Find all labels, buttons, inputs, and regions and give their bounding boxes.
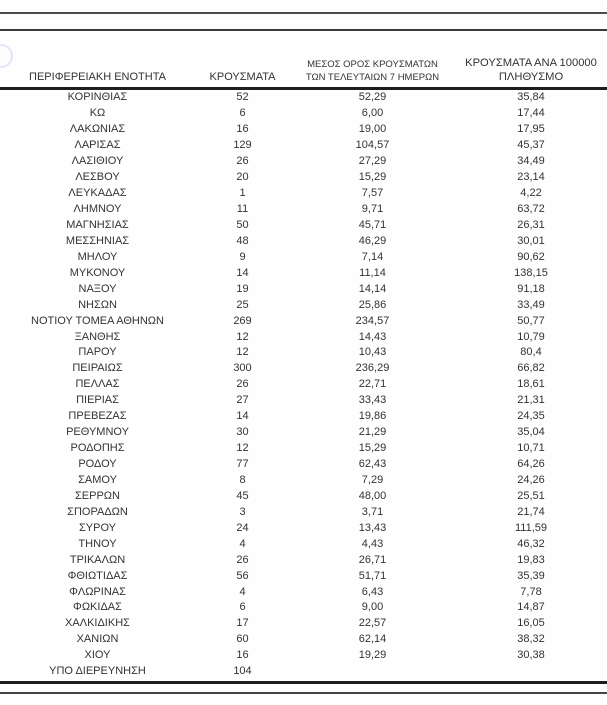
table-row [0,121,607,137]
value-cell: 24 [236,521,249,534]
value-cell: 52,29 [358,91,387,104]
value-cell: 4 [239,537,246,550]
region-name-cell: ΠΡΕΒΕΖΑΣ [68,410,127,423]
region-name-cell: ΠΕΛΛΑΣ [75,378,120,391]
value-cell: 52 [236,91,249,104]
region-name-cell: ΡΕΘΥΜΝΟΥ [66,426,129,439]
value-cell: 35,84 [517,91,545,104]
region-name-cell: ΠΑΡΟΥ [78,346,117,359]
value-cell: 9 [239,250,246,263]
region-name-cell: ΧΑΛΚΙΔΙΚΗΣ [65,617,130,630]
table-row [0,201,607,217]
value-cell: 30,38 [517,649,545,662]
region-name-cell: ΡΟΔΟΠΗΣ [70,442,125,455]
value-cell: 46,32 [517,537,545,550]
value-cell: 48 [236,234,249,247]
value-cell: 17 [236,617,249,630]
value-cell: 26,31 [517,218,545,231]
region-name-cell: ΣΕΡΡΩΝ [75,489,120,502]
value-cell: 4,22 [520,187,542,200]
value-cell: 236,29 [355,362,390,375]
region-name-cell: ΥΠΟ ΔΙΕΡΕΥΝΗΣΗ [49,665,146,678]
table-row [0,647,607,663]
value-cell: 7,29 [361,473,384,486]
value-cell: 300 [233,362,252,375]
column-header-cases [195,70,290,86]
table-row [0,281,607,297]
value-cell: 45,37 [517,139,545,152]
value-cell: 50 [236,218,249,231]
value-cell: 6 [239,107,246,120]
value-cell: 16 [236,123,249,136]
table-row [0,408,607,424]
table-row [0,376,607,392]
top-rule-1 [0,12,607,14]
table-row [0,105,607,121]
table-row [0,249,607,265]
value-cell: 12 [236,442,249,455]
region-name-cell: ΛΕΥΚΑΔΑΣ [68,187,127,200]
value-cell: 1 [239,187,246,200]
value-cell: 35,04 [517,426,545,439]
value-cell: 30 [236,426,249,439]
value-cell: 64,26 [517,458,545,471]
value-cell: 46,29 [358,234,387,247]
value-cell: 18,61 [517,378,545,391]
value-cell: 33,49 [517,298,545,311]
value-cell: 63,72 [517,203,545,216]
value-cell: 26 [236,553,249,566]
column-header-label: ΚΡΟΥΣΜΑΤΑ [209,71,276,83]
region-name-cell: ΠΕΙΡΑΙΩΣ [72,362,123,375]
value-cell: 25 [236,298,249,311]
value-cell: 8 [239,473,246,486]
region-name-cell: ΦΩΚΙΔΑΣ [73,601,122,614]
table-row [0,584,607,600]
region-name-cell: ΛΑΡΙΣΑΣ [74,139,121,152]
value-cell: 17,95 [517,123,545,136]
table-row [0,297,607,313]
value-cell: 30,01 [517,234,545,247]
value-cell: 21,29 [358,426,387,439]
value-cell: 80,4 [520,346,542,359]
region-name-cell: ΤΗΝΟΥ [78,537,117,550]
value-cell: 11 [236,203,249,216]
value-cell: 34,49 [517,155,545,168]
value-cell: 104,57 [355,139,390,152]
value-cell: 14 [236,266,249,279]
value-cell: 19,00 [358,123,387,136]
table-row [0,185,607,201]
table-row [0,615,607,631]
value-cell: 90,62 [517,250,545,263]
value-cell: 25,86 [358,298,387,311]
value-cell: 16 [236,649,249,662]
region-name-cell: ΡΟΔΟΥ [78,458,117,471]
region-name-cell: ΣΑΜΟΥ [78,473,117,486]
table-row [0,233,607,249]
value-cell: 23,14 [517,171,545,184]
value-cell: 14 [236,410,249,423]
value-cell: 10,43 [358,346,387,359]
region-name-cell: ΛΑΚΩΝΙΑΣ [69,123,126,136]
value-cell: 6,00 [361,107,384,120]
value-cell: 15,29 [358,442,387,455]
value-cell: 24,26 [517,473,545,486]
value-cell: 77 [236,458,249,471]
region-name-cell: ΣΥΡΟΥ [78,521,116,534]
table-row [0,552,607,568]
region-name-cell: ΛΑΣΙΘΙΟΥ [71,155,124,168]
table-row [0,392,607,408]
table-row [0,424,607,440]
table-row [0,536,607,552]
value-cell: 12 [236,330,249,343]
region-name-cell: ΧΙΟΥ [84,649,111,662]
table-row [0,456,607,472]
region-name-cell: ΤΡΙΚΑΛΩΝ [69,553,126,566]
value-cell: 66,82 [517,362,545,375]
table-row [0,329,607,345]
value-cell: 7,78 [520,585,542,598]
value-cell: 51,71 [358,569,387,582]
value-cell: 45 [236,489,249,502]
table-row [0,217,607,233]
value-cell: 14,87 [517,601,545,614]
value-cell: 19,29 [358,649,387,662]
table-row [0,153,607,169]
value-cell: 11,14 [359,266,386,279]
value-cell: 22,71 [358,378,387,391]
value-cell: 3,71 [361,505,384,518]
value-cell: 7,57 [361,187,384,200]
table-row [0,663,607,679]
table-header-row [0,44,607,86]
bottom-rule-2 [0,692,607,694]
bottom-rule-1 [0,681,607,684]
table-row [0,360,607,376]
table-row [0,488,607,504]
column-header-label-line2: ΤΩΝ ΤΕΛΕΥΤΑΙΩΝ 7 ΗΜΕΡΩΝ [305,71,440,83]
table-row [0,472,607,488]
value-cell: 35,39 [517,569,545,582]
value-cell: 56 [236,569,249,582]
value-cell: 25,51 [517,489,545,502]
column-header-label-line1: ΜΕΣΟΣ ΟΡΟΣ ΚΡΟΥΣΜΑΤΩΝ [307,59,438,70]
value-cell: 138,15 [514,266,548,279]
region-name-cell: ΞΑΝΘΗΣ [74,330,121,343]
region-name-cell: ΠΙΕΡΙΑΣ [76,394,119,407]
region-name-cell: ΚΟΡΙΝΘΙΑΣ [67,91,128,104]
value-cell: 10,79 [517,330,545,343]
value-cell: 91,18 [517,282,545,295]
value-cell: 26 [236,155,249,168]
region-name-cell: ΦΘΙΩΤΙΔΑΣ [67,569,128,582]
value-cell: 21,74 [517,505,545,518]
value-cell: 21,31 [517,394,545,407]
table-row [0,169,607,185]
value-cell: 26 [236,378,249,391]
top-rule-2 [0,29,607,31]
region-name-cell: ΝΟΤΙΟΥ ΤΟΜΕΑ ΑΘΗΝΩΝ [31,314,164,327]
table-row [0,313,607,329]
value-cell: 7,14 [361,250,384,263]
value-cell: 19,86 [358,410,387,423]
value-cell: 33,43 [358,394,387,407]
value-cell: 12 [236,346,249,359]
value-cell: 9,71 [361,203,384,216]
region-name-cell: ΛΕΣΒΟΥ [75,171,120,184]
column-header-label-line1: ΚΡΟΥΣΜΑΤΑ ΑΝΑ 100000 [465,57,597,69]
value-cell: 62,43 [358,458,387,471]
value-cell: 16,05 [517,617,545,630]
value-cell: 269 [233,314,252,327]
value-cell: 234,57 [355,314,390,327]
value-cell: 4 [239,585,246,598]
region-name-cell: ΝΑΞΟΥ [78,282,117,295]
value-cell: 20 [236,171,249,184]
region-name-cell: ΜΥΚΟΝΟΥ [69,266,126,279]
value-cell: 14,43 [358,330,387,343]
table-row [0,600,607,616]
table-row [0,520,607,536]
region-name-cell: ΛΗΜΝΟΥ [73,203,122,216]
table-row [0,137,607,153]
value-cell: 45,71 [358,218,387,231]
value-cell: 3 [239,505,246,518]
value-cell: 10,71 [517,442,545,455]
value-cell: 24,35 [517,410,545,423]
value-cell: 38,32 [517,633,545,646]
region-name-cell: ΝΗΣΩΝ [78,298,117,311]
value-cell: 111,59 [514,521,547,534]
column-header-label: ΠΕΡΙΦΕΡΕΙΑΚΗ ΕΝΟΤΗΤΑ [29,71,166,83]
table-row [0,90,607,106]
column-header-label-line2: ΠΛΗΘΥΣΜΟ [498,71,564,83]
value-cell: 19 [236,282,249,295]
region-name-cell: ΜΕΣΣΗΝΙΑΣ [65,234,130,247]
table-row [0,345,607,361]
value-cell: 48,00 [358,489,387,502]
value-cell: 6 [239,601,246,614]
value-cell: 50,77 [517,314,545,327]
region-name-cell: ΦΛΩΡΙΝΑΣ [69,585,126,598]
table-row [0,265,607,281]
value-cell: 4,43 [361,537,384,550]
value-cell: 19,83 [517,553,545,566]
column-header-regional-unit [0,70,195,86]
value-cell: 129 [233,139,252,152]
column-header-7day-average [290,59,455,86]
value-cell: 60 [236,633,249,646]
region-name-cell: ΜΑΓΝΗΣΙΑΣ [66,218,129,231]
value-cell: 9,00 [361,601,384,614]
table-body [0,90,607,680]
value-cell: 13,43 [358,521,387,534]
table-row [0,631,607,647]
value-cell: 104 [233,665,252,678]
value-cell: 6,43 [361,585,384,598]
region-name-cell: ΣΠΟΡΑΔΩΝ [67,505,128,518]
table-row [0,440,607,456]
value-cell: 15,29 [358,171,387,184]
table-row [0,568,607,584]
column-header-cases-per-100k [455,56,607,86]
value-cell: 27 [236,394,249,407]
value-cell: 62,14 [358,633,387,646]
table-row [0,504,607,520]
region-name-cell: ΜΗΛΟΥ [77,250,118,263]
value-cell: 22,57 [358,617,387,630]
region-name-cell: ΧΑΝΙΩΝ [76,633,119,646]
value-cell: 26,71 [358,553,387,566]
value-cell: 14,14 [358,282,387,295]
value-cell: 27,29 [358,155,387,168]
region-name-cell: ΚΩ [89,107,106,120]
value-cell: 17,44 [517,107,545,120]
